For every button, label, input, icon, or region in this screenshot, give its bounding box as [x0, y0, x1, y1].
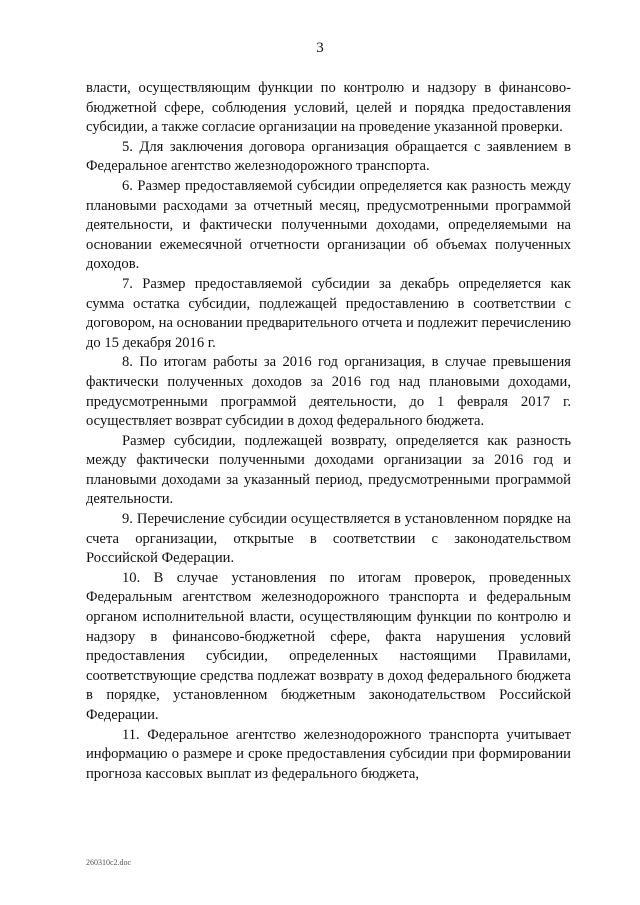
page-number: 3 [316, 40, 324, 56]
paragraph-continuation: власти, осуществляющим функции по контролю и надзору в финансово-бюджетной сфере, соблюдения условий, целей и порядка предоставления субсидии, а также согласие организации на проведение указанной проверки. [86, 80, 571, 136]
paragraph-6: 6. Размер предоставляемой субсидии определяется как разность между плановыми расходами за отчетный месяц, предусмотренными программой деятельности, и фактически полученными доходами, определяемыми на основании ежемесячной отчетности организации об объемах полученных доходов. [86, 177, 571, 273]
paragraph-8-return-size: Размер субсидии, подлежащей возврату, определяется как разность между фактически полученными доходами организации за 2016 год и плановыми доходами за указанный период, предусмотренными программой деятельности. [86, 432, 571, 508]
paragraph-5: 5. Для заключения договора организация обращается с заявлением в Федеральное агентство железнодорожного транспорта. [86, 138, 571, 175]
document-body [86, 79, 571, 784]
paragraph-9: 9. Перечисление субсидии осуществляется в установленном порядке на счета организации, открытые в соответствии с законодательством Российской Федерации. [86, 511, 571, 567]
file-name-footer: 260310c2.doc [86, 858, 132, 867]
paragraph-11: 11. Федеральное агентство железнодорожного транспорта учитывает информацию о размере и сроке предоставления субсидии при формировании прогноза кассовых выплат из федерального бюджета, [86, 726, 571, 782]
paragraph-7: 7. Размер предоставляемой субсидии за декабрь определяется как сумма остатка субсидии, подлежащей предоставлению в соответствии с договором, на основании предварительного отчета и подлежит перечислению до 15 декабря 2016 г. [86, 275, 571, 351]
paragraph-10: 10. В случае установления по итогам проверок, проведенных Федеральным агентством железнодорожного транспорта и федеральным органом исполнительной власти, осуществляющим функции по контролю и надзору в финансово-бюджетной сфере, факта нарушения условий предоставления субсидии, определенных настоящими Правилами, соответствующие средства подлежат возврату в доход федерального бюджета в порядке, установленном бюджетным законодательством Российской Федерации. [86, 569, 571, 723]
paragraph-8: 8. По итогам работы за 2016 год организация, в случае превышения фактически полученных доходов за 2016 год над плановыми доходами, предусмотренными программой деятельности, до 1 февраля 2017 г. осуществляет возврат субсидии в доход федерального бюджета. [86, 354, 571, 430]
